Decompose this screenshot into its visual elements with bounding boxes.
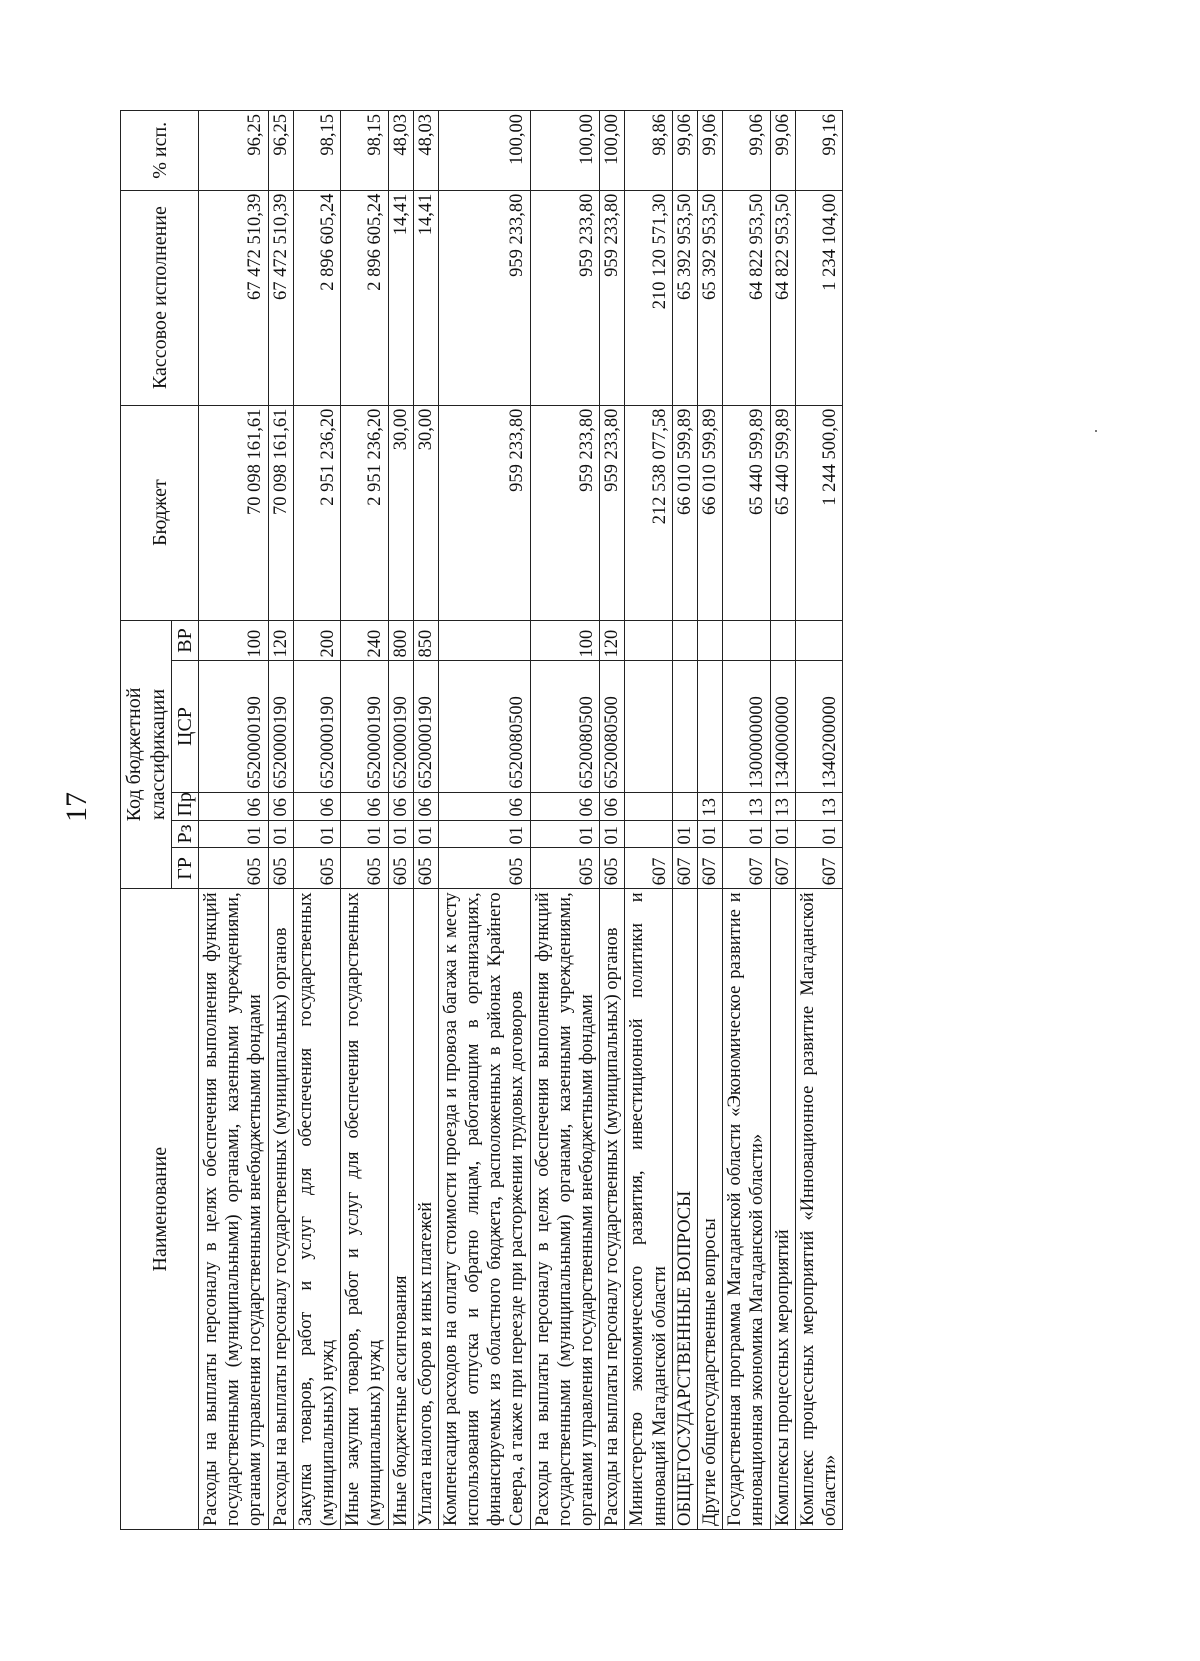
row-execution-cell: 65 392 953,50 xyxy=(697,190,722,405)
row-name-cell: Расходы на выплаты персоналу в целях обеспечения выполнения функций государственными (муниципальными) органами, казенными учреждениями, органами управления государственными внебюджетными фондами xyxy=(530,889,600,1530)
row-budget-cell: 66 010 599,89 xyxy=(672,405,697,620)
row-gr-cell: 605 xyxy=(530,848,600,889)
row-execution-cell: 67 472 510,39 xyxy=(199,190,269,405)
row-execution-cell: 14,41 xyxy=(388,190,413,405)
row-pr-cell: 13 xyxy=(697,792,722,820)
row-gr-cell: 605 xyxy=(268,848,293,889)
row-budget-cell: 70 098 161,61 xyxy=(268,405,293,620)
row-gr-cell: 607 xyxy=(770,848,795,889)
row-percent-cell: 96,25 xyxy=(268,111,293,191)
header-pr: Пр xyxy=(172,792,199,820)
row-pr-cell xyxy=(672,792,697,820)
row-vr-cell xyxy=(625,620,672,661)
row-csr-cell: 6520000190 xyxy=(413,661,438,792)
table-row xyxy=(530,111,600,1530)
row-name-cell: Закупка товаров, работ и услуг для обеспечения государственных (муниципальных) нужд xyxy=(293,889,340,1530)
row-vr-cell xyxy=(723,620,770,661)
row-percent-cell: 100,00 xyxy=(530,111,600,191)
row-percent-cell: 99,06 xyxy=(770,111,795,191)
table-row xyxy=(293,111,340,1530)
row-pr-cell: 06 xyxy=(293,792,340,820)
table-row xyxy=(199,111,269,1530)
header-rz: Рз xyxy=(172,820,199,848)
header-execution: Кассовое исполнение xyxy=(121,190,199,405)
row-execution-cell: 2 896 605,24 xyxy=(293,190,340,405)
table-body xyxy=(199,111,843,1530)
row-vr-cell: 240 xyxy=(341,620,388,661)
table-row xyxy=(268,111,293,1530)
row-csr-cell: 6520000190 xyxy=(388,661,413,792)
row-percent-cell: 48,03 xyxy=(413,111,438,191)
row-gr-cell: 607 xyxy=(697,848,722,889)
row-gr-cell: 605 xyxy=(413,848,438,889)
row-budget-cell: 65 440 599,89 xyxy=(770,405,795,620)
header-code-group: Код бюджетной классификации xyxy=(121,620,172,889)
header-budget: Бюджет xyxy=(121,405,199,620)
row-gr-cell: 607 xyxy=(795,848,842,889)
row-budget-cell: 2 951 236,20 xyxy=(341,405,388,620)
row-percent-cell: 99,16 xyxy=(795,111,842,191)
row-vr-cell: 120 xyxy=(600,620,625,661)
row-gr-cell: 605 xyxy=(438,848,530,889)
row-name-cell: Расходы на выплаты персоналу государственных (муниципальных) органов xyxy=(268,889,293,1530)
row-budget-cell: 2 951 236,20 xyxy=(293,405,340,620)
row-pr-cell: 06 xyxy=(438,792,530,820)
row-percent-cell: 100,00 xyxy=(600,111,625,191)
row-vr-cell xyxy=(697,620,722,661)
table-row xyxy=(625,111,672,1530)
row-budget-cell: 30,00 xyxy=(388,405,413,620)
header-name: Наименование xyxy=(121,889,199,1530)
row-name-cell: Иные бюджетные ассигнования xyxy=(388,889,413,1530)
row-rz-cell: 01 xyxy=(268,820,293,848)
row-vr-cell xyxy=(795,620,842,661)
table-header xyxy=(121,111,199,1530)
row-csr-cell: 6520080500 xyxy=(530,661,600,792)
row-vr-cell: 120 xyxy=(268,620,293,661)
row-rz-cell: 01 xyxy=(795,820,842,848)
row-percent-cell: 98,86 xyxy=(625,111,672,191)
row-gr-cell: 605 xyxy=(199,848,269,889)
row-vr-cell: 850 xyxy=(413,620,438,661)
row-gr-cell: 605 xyxy=(600,848,625,889)
row-rz-cell: 01 xyxy=(199,820,269,848)
header-vr: ВР xyxy=(172,620,199,661)
row-rz-cell: 01 xyxy=(600,820,625,848)
budget-table xyxy=(120,110,843,1530)
row-execution-cell: 64 822 953,50 xyxy=(770,190,795,405)
table-row xyxy=(697,111,722,1530)
rotated-page-content xyxy=(120,110,843,1530)
row-execution-cell: 959 233,80 xyxy=(530,190,600,405)
row-name-cell: ОБЩЕГОСУДАРСТВЕННЫЕ ВОПРОСЫ xyxy=(672,889,697,1530)
row-budget-cell: 30,00 xyxy=(413,405,438,620)
row-execution-cell: 959 233,80 xyxy=(600,190,625,405)
row-execution-cell: 14,41 xyxy=(413,190,438,405)
table-row xyxy=(413,111,438,1530)
row-pr-cell: 06 xyxy=(268,792,293,820)
table-row xyxy=(600,111,625,1530)
row-gr-cell: 607 xyxy=(723,848,770,889)
scan-speck xyxy=(1095,430,1097,432)
header-csr: ЦСР xyxy=(172,661,199,792)
table-row xyxy=(770,111,795,1530)
row-vr-cell xyxy=(438,620,530,661)
row-percent-cell: 99,06 xyxy=(697,111,722,191)
table-row xyxy=(672,111,697,1530)
row-gr-cell: 607 xyxy=(625,848,672,889)
row-percent-cell: 98,15 xyxy=(341,111,388,191)
row-name-cell: Иные закупки товаров, работ и услуг для обеспечения государственных (муниципальных) нужд xyxy=(341,889,388,1530)
row-pr-cell: 13 xyxy=(795,792,842,820)
row-execution-cell: 959 233,80 xyxy=(438,190,530,405)
row-rz-cell: 01 xyxy=(413,820,438,848)
row-pr-cell: 06 xyxy=(600,792,625,820)
row-csr-cell xyxy=(672,661,697,792)
row-vr-cell: 800 xyxy=(388,620,413,661)
row-name-cell: Компенсация расходов на оплату стоимости проезда и провоза багажа к месту использования отпуска и обратно лицам, работающим в организациях, финансируемых из областного бюджета, расположенных в районах Крайнего Севера, а также при переезде при расторжении трудовых договоров xyxy=(438,889,530,1530)
row-execution-cell: 2 896 605,24 xyxy=(341,190,388,405)
row-rz-cell: 01 xyxy=(697,820,722,848)
row-csr-cell: 6520000190 xyxy=(341,661,388,792)
row-pr-cell: 13 xyxy=(770,792,795,820)
row-execution-cell: 1 234 104,00 xyxy=(795,190,842,405)
row-percent-cell: 98,15 xyxy=(293,111,340,191)
row-percent-cell: 99,06 xyxy=(672,111,697,191)
row-budget-cell: 959 233,80 xyxy=(438,405,530,620)
row-percent-cell: 48,03 xyxy=(388,111,413,191)
row-pr-cell: 06 xyxy=(341,792,388,820)
row-pr-cell: 06 xyxy=(530,792,600,820)
row-pr-cell: 06 xyxy=(413,792,438,820)
row-rz-cell xyxy=(625,820,672,848)
row-budget-cell: 65 440 599,89 xyxy=(723,405,770,620)
row-rz-cell: 01 xyxy=(341,820,388,848)
row-name-cell: Комплекс процессных мероприятий «Инновационное развитие Магаданской области» xyxy=(795,889,842,1530)
row-percent-cell: 96,25 xyxy=(199,111,269,191)
row-csr-cell: 6520000190 xyxy=(199,661,269,792)
row-budget-cell: 66 010 599,89 xyxy=(697,405,722,620)
table-row xyxy=(795,111,842,1530)
row-name-cell: Расходы на выплаты персоналу в целях обеспечения выполнения функций государственными (муниципальными) органами, казенными учреждениями, органами управления государственными внебюджетными фондами xyxy=(199,889,269,1530)
row-csr-cell: 1300000000 xyxy=(723,661,770,792)
page-number: 17 xyxy=(60,792,93,822)
row-vr-cell: 100 xyxy=(199,620,269,661)
header-percent: % исп. xyxy=(121,111,199,191)
row-csr-cell xyxy=(625,661,672,792)
table-row xyxy=(723,111,770,1530)
row-csr-cell: 1340200000 xyxy=(795,661,842,792)
row-name-cell: Комплексы процессных мероприятий xyxy=(770,889,795,1530)
row-csr-cell: 6520080500 xyxy=(600,661,625,792)
row-rz-cell: 01 xyxy=(438,820,530,848)
header-gr: ГР xyxy=(172,848,199,889)
row-pr-cell: 06 xyxy=(388,792,413,820)
row-execution-cell: 210 120 571,30 xyxy=(625,190,672,405)
row-execution-cell: 65 392 953,50 xyxy=(672,190,697,405)
row-rz-cell: 01 xyxy=(770,820,795,848)
row-rz-cell: 01 xyxy=(672,820,697,848)
row-pr-cell xyxy=(625,792,672,820)
row-vr-cell xyxy=(672,620,697,661)
row-percent-cell: 100,00 xyxy=(438,111,530,191)
row-execution-cell: 64 822 953,50 xyxy=(723,190,770,405)
row-csr-cell: 6520000190 xyxy=(293,661,340,792)
row-pr-cell: 13 xyxy=(723,792,770,820)
row-csr-cell: 6520080500 xyxy=(438,661,530,792)
row-csr-cell: 1340000000 xyxy=(770,661,795,792)
table-row xyxy=(438,111,530,1530)
row-vr-cell: 100 xyxy=(530,620,600,661)
row-vr-cell: 200 xyxy=(293,620,340,661)
row-pr-cell: 06 xyxy=(199,792,269,820)
row-vr-cell xyxy=(770,620,795,661)
row-name-cell: Министерство экономического развития, инвестиционной политики и инноваций Магаданской области xyxy=(625,889,672,1530)
row-csr-cell xyxy=(697,661,722,792)
row-execution-cell: 67 472 510,39 xyxy=(268,190,293,405)
row-percent-cell: 99,06 xyxy=(723,111,770,191)
row-name-cell: Другие общегосударственные вопросы xyxy=(697,889,722,1530)
row-rz-cell: 01 xyxy=(530,820,600,848)
row-gr-cell: 605 xyxy=(341,848,388,889)
row-budget-cell: 70 098 161,61 xyxy=(199,405,269,620)
row-name-cell: Уплата налогов, сборов и иных платежей xyxy=(413,889,438,1530)
row-gr-cell: 605 xyxy=(388,848,413,889)
row-name-cell: Государственная программа Магаданской области «Экономическое развитие и инновационная экономика Магаданской области» xyxy=(723,889,770,1530)
table-row xyxy=(341,111,388,1530)
row-gr-cell: 605 xyxy=(293,848,340,889)
row-budget-cell: 1 244 500,00 xyxy=(795,405,842,620)
row-csr-cell: 6520000190 xyxy=(268,661,293,792)
row-budget-cell: 212 538 077,58 xyxy=(625,405,672,620)
row-gr-cell: 607 xyxy=(672,848,697,889)
row-budget-cell: 959 233,80 xyxy=(600,405,625,620)
row-name-cell: Расходы на выплаты персоналу государственных (муниципальных) органов xyxy=(600,889,625,1530)
row-budget-cell: 959 233,80 xyxy=(530,405,600,620)
table-row xyxy=(388,111,413,1530)
row-rz-cell: 01 xyxy=(293,820,340,848)
row-rz-cell: 01 xyxy=(723,820,770,848)
row-rz-cell: 01 xyxy=(388,820,413,848)
